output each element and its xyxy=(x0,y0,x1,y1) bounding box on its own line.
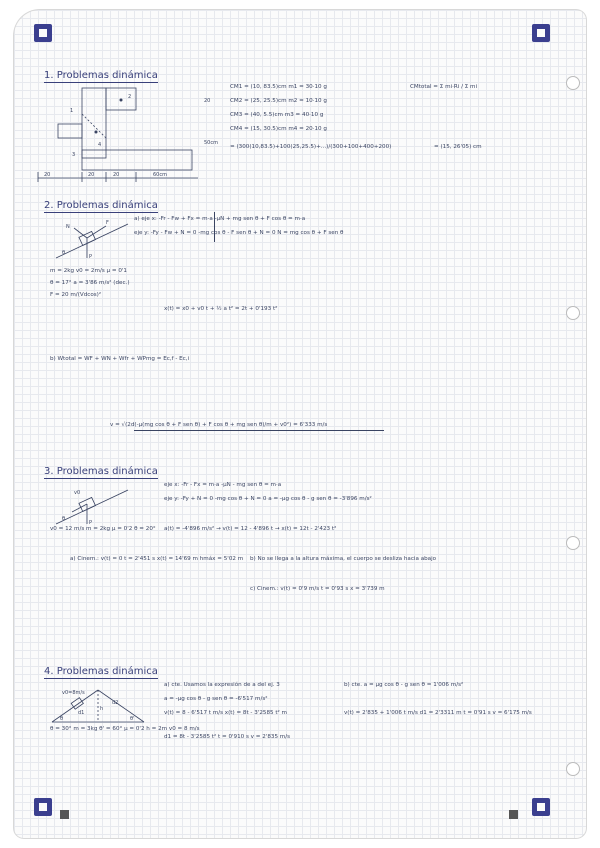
svg-text:F: F xyxy=(106,220,109,226)
section-1-line: CM3 = (40, 5.5)cm m3 = 40·10 g xyxy=(230,112,324,118)
svg-text:50cm: 50cm xyxy=(204,140,218,146)
section-3-line: eje x: -Fr - Fx = m·a -μN - mg sen θ = m·a xyxy=(164,482,282,488)
svg-text:θ: θ xyxy=(60,716,64,722)
section-3-line: a) Cinem.: v(t) = 0 t = 2'451 s x(t) = 14'69 m hmáx = 5'02 m xyxy=(70,556,244,562)
section-3-figure xyxy=(54,480,134,530)
corner-square-icon xyxy=(509,810,518,819)
section-4-line: v(t) = 8 - 6'517 t m/s x(t) = 8t - 3'2585 t² m xyxy=(164,710,288,716)
corner-logo-icon xyxy=(532,798,550,816)
svg-text:4: 4 xyxy=(98,142,102,148)
svg-text:P: P xyxy=(89,520,93,526)
section-4-line: a) cte. Usamos la expresión de a del ej. 3 xyxy=(164,682,280,688)
svg-text:v0=8m/s: v0=8m/s xyxy=(62,690,85,696)
section-4-title: 4. Problemas dinámica xyxy=(44,666,158,677)
section-3-line: v0 = 12 m/s m = 2kg μ = 0'2 θ = 20° xyxy=(50,526,156,532)
section-3-line: b) No se llega a la altura máxima, el cuerpo se desliza hacia abajo xyxy=(250,556,437,562)
svg-text:h: h xyxy=(100,706,104,712)
section-3-line: eje y: -Fy + N = 0 -mg cos θ + N = 0 a = -μg cos θ - g sen θ = -3'896 m/s² xyxy=(164,496,372,502)
section-1-line: = (15, 26'05) cm xyxy=(434,144,482,150)
section-1-title: 1. Problemas dinámica xyxy=(44,70,158,81)
svg-text:θ: θ xyxy=(62,516,66,522)
svg-text:θ: θ xyxy=(62,250,66,256)
svg-text:20: 20 xyxy=(88,172,95,178)
section-3-line: a(t) = -4'896 m/s² → v(t) = 12 - 4'896 t → x(t) = 12t - 2'423 t² xyxy=(164,526,337,532)
corner-square-icon xyxy=(60,810,69,819)
section-4-line: a = -μg cos θ - g sen θ = -6'517 m/s² xyxy=(164,696,268,702)
section-4-line: b) cte. a = μg cos θ - g sen θ = 1'006 m/s² xyxy=(344,682,464,688)
corner-logo-icon xyxy=(34,798,52,816)
corner-logo-icon xyxy=(34,24,52,42)
binder-hole-icon xyxy=(566,762,580,776)
section-1-line: = (300(10,83.5)+100(25,25.5)+...)/(300+100+400+200) xyxy=(230,144,392,150)
notebook-page xyxy=(14,10,586,838)
section-1-line: CM1 = (10, 83.5)cm m1 = 30·10 g xyxy=(230,84,327,90)
section-2-line: F = 20 m/(Vdcos)² xyxy=(50,292,102,298)
section-3-line: c) Cinem.: v(t) = 0'9 m/s t = 0'93 s x = 3'739 m xyxy=(250,586,385,592)
section-2-line: eje y: -Fy - Fw + N = 0 -mg cos θ - F sen θ + N = 0 N = mg cos θ + F sen θ xyxy=(134,230,344,236)
svg-text:N: N xyxy=(66,224,70,230)
svg-text:60cm: 60cm xyxy=(153,172,167,178)
svg-text:θ': θ' xyxy=(130,716,135,722)
section-2-line: v = √(2d(-μ(mg cos θ + F sen θ) + F cos θ + mg sen θ)/m + v0²) = 6'333 m/s xyxy=(110,422,328,428)
svg-text:v0: v0 xyxy=(74,490,81,496)
svg-text:20: 20 xyxy=(113,172,120,178)
svg-text:d2: d2 xyxy=(112,700,119,706)
section-1-line: CM4 = (15, 30.5)cm m4 = 20·10 g xyxy=(230,126,327,132)
section-2-line: m = 2kg v0 = 2m/s μ = 0'1 xyxy=(50,268,127,274)
svg-text:20: 20 xyxy=(204,98,211,104)
section-1-line: CM2 = (25, 25.5)cm m2 = 10·10 g xyxy=(230,98,327,104)
section-2-figure xyxy=(54,214,134,264)
svg-text:d1: d1 xyxy=(78,710,85,716)
svg-text:1: 1 xyxy=(70,108,74,114)
section-4-line: d1 = 8t - 3'2585 t² t = 0'910 s v = 2'835 m/s xyxy=(164,734,291,740)
binder-hole-icon xyxy=(566,306,580,320)
section-2-line: a) eje x: -Fr - Fw + Fx = m·a -μN + mg sen θ + F cos θ = m·a xyxy=(134,216,306,222)
section-2-line: b) Wtotal = WF + WN + Wfr + WPmg = Ec,f - Ec,i xyxy=(50,356,190,362)
section-2-title: 2. Problemas dinámica xyxy=(44,200,158,211)
corner-logo-icon xyxy=(532,24,550,42)
section-2-line: θ = 17° a = 3'86 m/s² (dec.) xyxy=(50,280,130,286)
section-4-line: v(t) = 2'835 + 1'006 t m/s d1 = 2'3311 m t = 0'91 s v = 6'175 m/s xyxy=(344,710,532,716)
svg-text:3: 3 xyxy=(72,152,76,158)
svg-text:P: P xyxy=(89,254,93,260)
section-3-title: 3. Problemas dinámica xyxy=(44,466,158,477)
binder-hole-icon xyxy=(566,536,580,550)
svg-text:20: 20 xyxy=(44,172,51,178)
section-1-figure xyxy=(38,84,218,184)
fraction-bar xyxy=(134,430,384,431)
section-4-figure xyxy=(48,680,148,726)
svg-text:2: 2 xyxy=(128,94,132,100)
section-4-line: θ = 30° m = 3kg θ' = 60° μ = 0'2 h = 2m v0 = 8 m/s xyxy=(50,726,200,732)
section-1-line: CMtotal = Σ mi·Ri / Σ mi xyxy=(410,84,478,90)
binder-hole-icon xyxy=(566,76,580,90)
section-2-line: x(t) = x0 + v0 t + ½ a t² = 2t + 0'193 t² xyxy=(164,306,278,312)
